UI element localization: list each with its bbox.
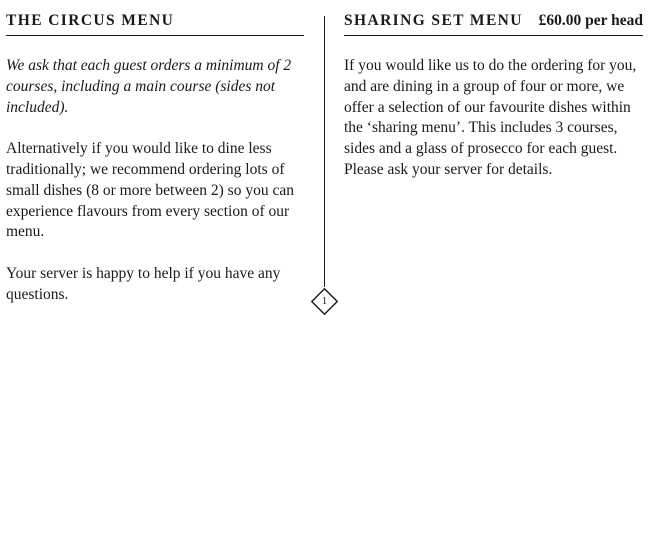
- page-number-badge: [311, 288, 338, 315]
- sharing-set-menu-section: [344, 0, 643, 181]
- circus-menu-alternative-text: Alternatively if you would like to dine less traditionally; we recommend ordering lots of small dishes (8 or more between 2) so you can experience flavours from every section of our menu.: [6, 140, 294, 241]
- column-divider: [324, 16, 326, 287]
- circus-menu-section: [6, 0, 304, 306]
- sharing-menu-title: SHARING SET MENU: [344, 12, 523, 29]
- circus-menu-title: THE CIRCUS MENU: [6, 12, 175, 29]
- sharing-menu-price: £60.00 per head: [538, 12, 643, 29]
- circus-menu-intro: We ask that each guest orders a minimum of 2 courses, including a main course (sides not included).: [6, 57, 292, 116]
- sharing-menu-description: If you would like us to do the ordering for you, and are dining in a group of four or more, we offer a selection of our favourite dishes within the ‘sharing menu’. This includes 3 courses, sides and a glass of prosecco for each guest. Please ask your server for details.: [344, 57, 637, 178]
- circus-menu-heading: [6, 0, 304, 36]
- page-number: 1: [321, 295, 328, 307]
- circus-menu-help-text: Your server is happy to help if you have any questions.: [6, 264, 281, 303]
- sharing-menu-heading: [344, 0, 643, 36]
